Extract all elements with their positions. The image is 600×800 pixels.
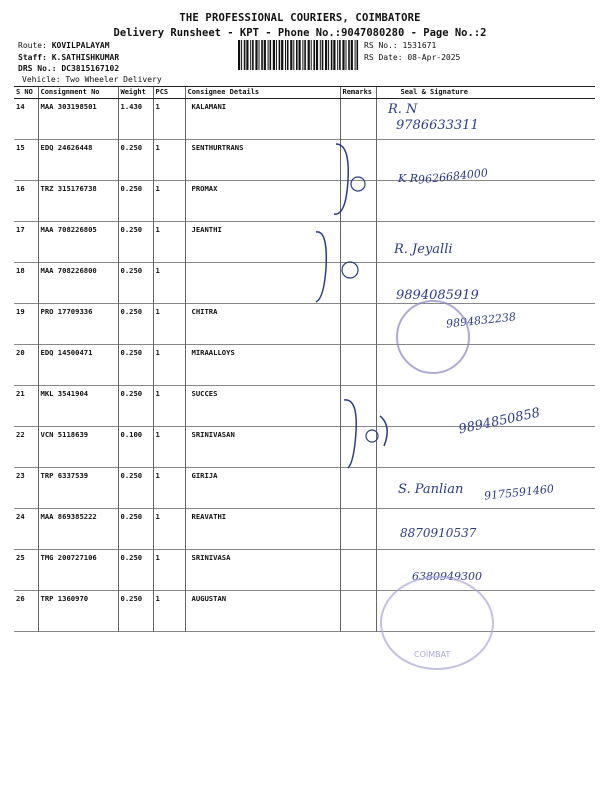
barcode-bar: [285, 40, 286, 70]
barcode-bar: [313, 40, 315, 70]
col-signature: Seal & Signature: [376, 87, 595, 99]
table-row: [14, 99, 595, 140]
signature-14-phone: 9786633311: [396, 118, 479, 133]
cell-pcs: 1: [153, 509, 185, 550]
barcode-bar: [279, 40, 281, 70]
cell-weight: 0.100: [118, 427, 153, 468]
cell-weight: 0.250: [118, 550, 153, 591]
cell-signature: [376, 181, 595, 222]
cell-sno: 22: [16, 430, 25, 439]
barcode-bar: [250, 40, 251, 70]
signature-25-phone: 6380949300: [412, 570, 482, 583]
cell-cno: MAA 708226805: [38, 222, 118, 263]
barcode-bar: [311, 40, 312, 70]
bracket-mark-17-18: [312, 228, 362, 308]
barcode-bar: [342, 40, 344, 70]
cell-weight: 0.250: [118, 263, 153, 304]
cell-consignee: GIRIJA: [185, 468, 340, 509]
cell-weight: 0.250: [118, 304, 153, 345]
barcode-bar: [316, 40, 318, 70]
rs-date-value: 08-Apr-2025: [407, 53, 461, 62]
barcode-bar: [281, 40, 283, 70]
cell-weight: 1.430: [118, 99, 153, 140]
cell-cno: TRZ 315176738: [38, 181, 118, 222]
barcode-bar: [244, 40, 246, 70]
cell-cno: PRO 17709336: [38, 304, 118, 345]
cell-signature: [376, 427, 595, 468]
table-header: [14, 87, 595, 99]
barcode-bar: [357, 40, 359, 70]
barcode-bar: [255, 40, 257, 70]
route-value: KOVILPALAYAM: [51, 41, 110, 50]
cell-consignee: AUGUSTAN: [185, 591, 340, 632]
cell-remarks: [340, 99, 376, 140]
cell-weight: 0.250: [118, 222, 153, 263]
table-row: [14, 550, 595, 591]
table-row: [14, 509, 595, 550]
barcode-bar: [241, 40, 242, 70]
cell-pcs: 1: [153, 468, 185, 509]
barcode-bar: [351, 40, 353, 70]
cell-pcs: 1: [153, 345, 185, 386]
cell-pcs: 1: [153, 99, 185, 140]
cell-pcs: 1: [153, 550, 185, 591]
cell-weight: 0.250: [118, 468, 153, 509]
route-line: Route: KOVILPALAYAM: [18, 41, 110, 50]
bracket-mark-21-22: [340, 396, 400, 476]
cell-pcs: 1: [153, 427, 185, 468]
cell-pcs: 1: [153, 181, 185, 222]
barcode-bar: [238, 40, 240, 70]
cell-consignee: KALAMANI: [185, 99, 340, 140]
barcode-bar: [320, 40, 321, 70]
table-row: [14, 140, 595, 181]
cell-remarks: [340, 591, 376, 632]
signature-19-phone: 9894085919: [396, 288, 479, 303]
cell-weight: 0.250: [118, 345, 153, 386]
barcode-bar: [270, 40, 272, 70]
barcode-bar: [273, 40, 275, 70]
rs-no-value: 1531671: [402, 41, 437, 50]
barcode-bar: [276, 40, 277, 70]
delivery-table: [14, 86, 595, 632]
cell-pcs: 1: [153, 304, 185, 345]
cell-weight: 0.250: [118, 181, 153, 222]
cell-remarks: [340, 345, 376, 386]
table-row: [14, 591, 595, 632]
signature-22-phone: 9894850858: [457, 405, 542, 438]
cell-sno: 16: [16, 184, 25, 193]
col-consignee: Consignee Details: [185, 87, 340, 99]
col-sno: S NO: [14, 87, 38, 99]
cell-cno: MKL 3541904: [38, 386, 118, 427]
cell-sno: 17: [16, 225, 25, 234]
staff-value: K.SATHISHKUMAR: [51, 53, 120, 62]
barcode-bar: [287, 40, 289, 70]
barcode-bar: [252, 40, 254, 70]
barcode-bar: [268, 40, 269, 70]
staff-line: Staff: K.SATHISHKUMAR: [18, 53, 120, 62]
cell-cno: VCN 5118639: [38, 427, 118, 468]
cell-sno: 14: [16, 102, 25, 111]
vehicle-line: Vehicle: Two Wheeler Delivery: [22, 75, 162, 84]
table-row: [14, 345, 595, 386]
cell-sno: 15: [16, 143, 25, 152]
signature-16-phone: 9626684000: [417, 166, 489, 187]
signature-16-name: K R: [398, 172, 418, 185]
barcode-bar: [304, 40, 306, 70]
cell-consignee: SRINIVASA: [185, 550, 340, 591]
cell-pcs: 1: [153, 140, 185, 181]
cell-pcs: 1: [153, 386, 185, 427]
cell-consignee: SRINIVASAN: [185, 427, 340, 468]
barcode-bar: [331, 40, 333, 70]
cell-cno: EDQ 14500471: [38, 345, 118, 386]
cell-sno: 21: [16, 389, 25, 398]
barcode-bar: [355, 40, 356, 70]
cell-sno: 24: [16, 512, 25, 521]
cell-consignee: MIRAALLOYS: [185, 345, 340, 386]
table-row: [14, 427, 595, 468]
barcode-bar: [325, 40, 327, 70]
barcode-bar: [348, 40, 350, 70]
cell-weight: 0.250: [118, 591, 153, 632]
barcode-bar: [293, 40, 294, 70]
col-weight: Weight: [118, 87, 153, 99]
col-remarks: Remarks: [340, 87, 376, 99]
cell-remarks: [340, 509, 376, 550]
table-row: [14, 181, 595, 222]
bracket-mark-15-16: [330, 140, 370, 220]
cell-weight: 0.250: [118, 386, 153, 427]
barcode-bar: [261, 40, 263, 70]
col-pcs: PCS: [153, 87, 185, 99]
cell-consignee: JEANTHI: [185, 222, 340, 263]
company-title: THE PROFESSIONAL COURIERS, COIMBATORE: [179, 12, 421, 24]
cell-sno: 25: [16, 553, 25, 562]
cell-sno: 19: [16, 307, 25, 316]
cell-consignee: CHITRA: [185, 304, 340, 345]
cell-remarks: [340, 304, 376, 345]
cell-consignee: REAVATHI: [185, 509, 340, 550]
signature-20-phone: 9894832238: [445, 310, 517, 331]
barcode-bar: [290, 40, 292, 70]
signature-23-phone: 9175591460: [483, 482, 555, 503]
cell-weight: 0.250: [118, 140, 153, 181]
cell-cno: MAA 869385222: [38, 509, 118, 550]
cell-cno: MAA 708226800: [38, 263, 118, 304]
drs-value: DC3815167102: [61, 64, 120, 73]
coimbatore-seal-stamp: COIMBAT: [380, 576, 494, 670]
signature-23-name: S. Panlian: [398, 482, 464, 497]
company-seal-stamp: [396, 300, 470, 374]
cell-cno: TMG 200727106: [38, 550, 118, 591]
barcode-bar: [346, 40, 347, 70]
col-consignment: Consignment No: [38, 87, 118, 99]
cell-sno: 18: [16, 266, 25, 275]
cell-consignee: SENTHURTRANS: [185, 140, 340, 181]
cell-pcs: 1: [153, 263, 185, 304]
cell-cno: EDQ 24626448: [38, 140, 118, 181]
barcode-bar: [246, 40, 248, 70]
cell-cno: TRP 6337539: [38, 468, 118, 509]
barcode-bar: [308, 40, 310, 70]
signature-14-name: R. N: [388, 102, 418, 117]
table-row: [14, 263, 595, 304]
barcode-bar: [337, 40, 338, 70]
vehicle-value: Two Wheeler Delivery: [65, 75, 162, 84]
barcode-bar: [299, 40, 301, 70]
drs-line: DRS No.: DC3815167102: [18, 64, 120, 73]
cell-cno: TRP 1360970: [38, 591, 118, 632]
table-row: [14, 222, 595, 263]
rs-no-line: RS No.: 1531671: [364, 41, 437, 50]
cell-sno: 23: [16, 471, 25, 480]
barcode-bar: [259, 40, 260, 70]
barcode-bar: [328, 40, 329, 70]
barcode-bar: [333, 40, 335, 70]
cell-pcs: 1: [153, 222, 185, 263]
cell-remarks: [340, 550, 376, 591]
cell-consignee: PROMAX: [185, 181, 340, 222]
cell-sno: 26: [16, 594, 25, 603]
cell-cno: MAA 303198501: [38, 99, 118, 140]
cell-sno: 20: [16, 348, 25, 357]
barcode-bar: [296, 40, 298, 70]
signature-18-name: R. Jeyalli: [394, 242, 453, 257]
signature-24-phone: 8870910537: [400, 526, 477, 540]
barcode-bar: [302, 40, 303, 70]
barcode-bar: [322, 40, 324, 70]
barcode: [238, 40, 360, 70]
rs-date-line: RS Date: 08-Apr-2025: [364, 53, 461, 62]
barcode-bar: [264, 40, 266, 70]
runsheet-subtitle: Delivery Runsheet - KPT - Phone No.:9047080280 - Page No.:2: [113, 27, 487, 39]
cell-weight: 0.250: [118, 509, 153, 550]
cell-consignee: SUCCES: [185, 386, 340, 427]
barcode-bar: [339, 40, 341, 70]
cell-pcs: 1: [153, 591, 185, 632]
